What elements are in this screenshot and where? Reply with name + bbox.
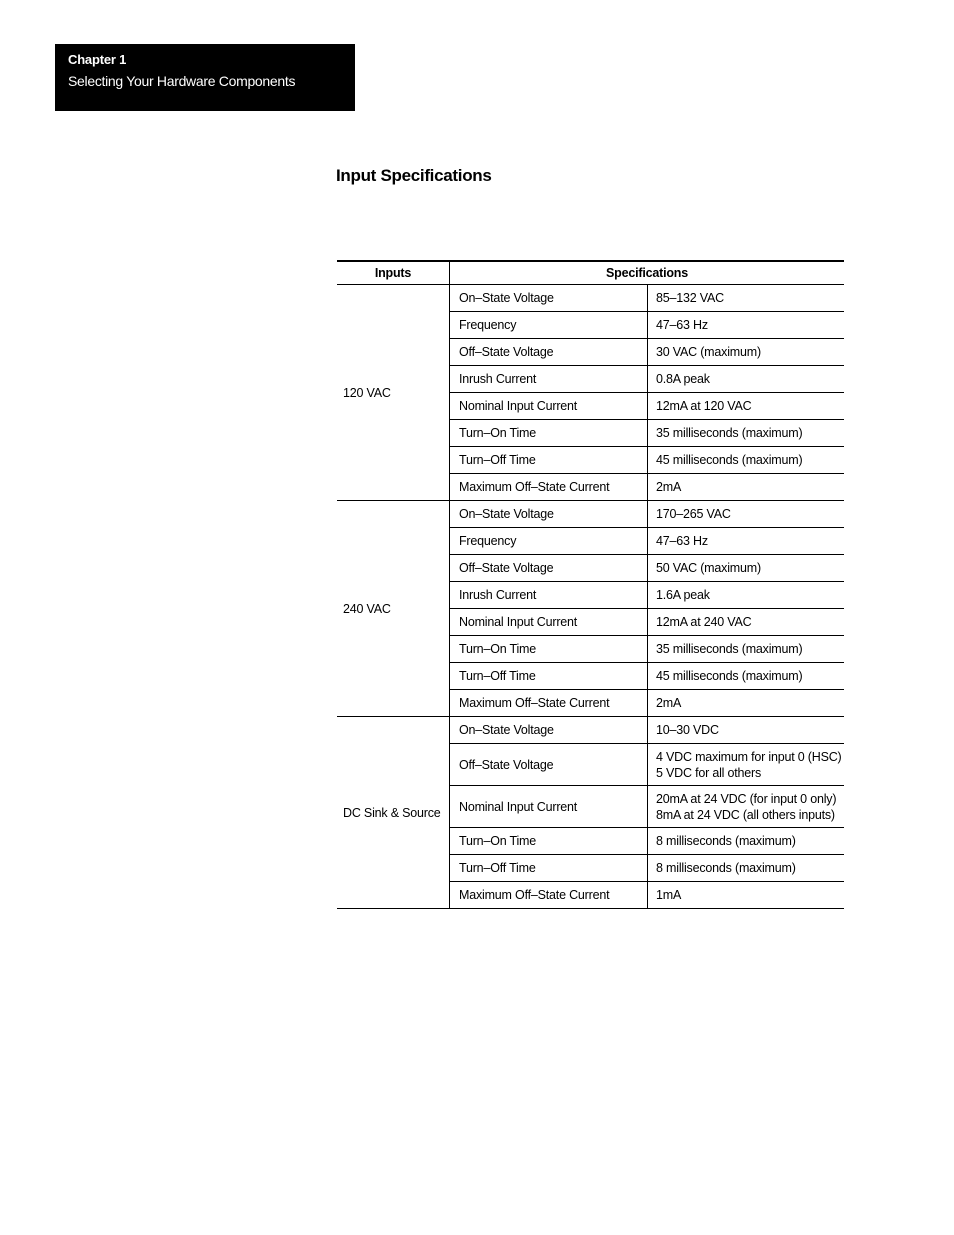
- spec-parameter-cell: Frequency: [450, 312, 648, 339]
- input-type-cell: 120 VAC: [337, 285, 450, 501]
- spec-parameter-cell: On–State Voltage: [450, 501, 648, 528]
- table-row: [337, 501, 844, 528]
- spec-parameter-cell: Maximum Off–State Current: [450, 690, 648, 717]
- table-row: [337, 717, 844, 744]
- spec-value-cell: 47–63 Hz: [648, 312, 845, 339]
- spec-value-line: 4 VDC maximum for input 0 (HSC): [656, 749, 842, 764]
- spec-parameter-cell: Turn–On Time: [450, 420, 648, 447]
- spec-value-cell: 2mA: [648, 690, 845, 717]
- spec-parameter-cell: Turn–On Time: [450, 828, 648, 855]
- input-group: [337, 285, 844, 501]
- spec-value-cell: 12mA at 120 VAC: [648, 393, 845, 420]
- spec-value-cell: 1.6A peak: [648, 582, 845, 609]
- section-title: Input Specifications: [336, 166, 492, 185]
- spec-parameter-cell: Maximum Off–State Current: [450, 882, 648, 909]
- spec-parameter-cell: Off–State Voltage: [450, 744, 648, 786]
- spec-parameter-cell: Nominal Input Current: [450, 609, 648, 636]
- spec-value-cell: [648, 744, 845, 786]
- spec-value-cell: 30 VAC (maximum): [648, 339, 845, 366]
- chapter-title: Selecting Your Hardware Components: [68, 73, 296, 89]
- chapter-header: [55, 44, 355, 111]
- spec-parameter-cell: Turn–Off Time: [450, 447, 648, 474]
- spec-value-cell: 8 milliseconds (maximum): [648, 828, 845, 855]
- spec-value-cell: 85–132 VAC: [648, 285, 845, 312]
- spec-value-cell: 35 milliseconds (maximum): [648, 636, 845, 663]
- spec-value-cell: 45 milliseconds (maximum): [648, 447, 845, 474]
- input-type-cell: 240 VAC: [337, 501, 450, 717]
- spec-parameter-cell: On–State Voltage: [450, 285, 648, 312]
- spec-value-cell: 12mA at 240 VAC: [648, 609, 845, 636]
- header-inputs: Inputs: [337, 261, 450, 285]
- chapter-label: Chapter 1: [68, 52, 127, 67]
- input-group: [337, 501, 844, 717]
- spec-parameter-cell: Frequency: [450, 528, 648, 555]
- spec-value-cell: [648, 786, 845, 828]
- spec-parameter-cell: Turn–Off Time: [450, 855, 648, 882]
- spec-parameter-cell: Off–State Voltage: [450, 555, 648, 582]
- spec-value-cell: 8 milliseconds (maximum): [648, 855, 845, 882]
- spec-parameter-cell: Inrush Current: [450, 366, 648, 393]
- table-header-row: [337, 261, 844, 285]
- spec-value-line: 20mA at 24 VDC (for input 0 only): [656, 791, 837, 806]
- spec-parameter-cell: Nominal Input Current: [450, 393, 648, 420]
- spec-parameter-cell: Inrush Current: [450, 582, 648, 609]
- header-specifications: Specifications: [450, 261, 845, 285]
- spec-value-cell: 1mA: [648, 882, 845, 909]
- spec-value-cell: 2mA: [648, 474, 845, 501]
- spec-value-cell: 170–265 VAC: [648, 501, 845, 528]
- input-type-cell: DC Sink & Source: [337, 717, 450, 909]
- spec-value-line: 8mA at 24 VDC (all others inputs): [656, 807, 835, 822]
- spec-value-cell: 50 VAC (maximum): [648, 555, 845, 582]
- spec-parameter-cell: Turn–Off Time: [450, 663, 648, 690]
- spec-parameter-cell: On–State Voltage: [450, 717, 648, 744]
- spec-value-line: 5 VDC for all others: [656, 765, 762, 780]
- spec-parameter-cell: Turn–On Time: [450, 636, 648, 663]
- spec-parameter-cell: Maximum Off–State Current: [450, 474, 648, 501]
- spec-parameter-cell: Off–State Voltage: [450, 339, 648, 366]
- spec-value-cell: 0.8A peak: [648, 366, 845, 393]
- spec-value-cell: 47–63 Hz: [648, 528, 845, 555]
- table-row: [337, 285, 844, 312]
- spec-value-cell: 10–30 VDC: [648, 717, 845, 744]
- spec-value-cell: 45 milliseconds (maximum): [648, 663, 845, 690]
- input-group: [337, 717, 844, 909]
- spec-value-cell: 35 milliseconds (maximum): [648, 420, 845, 447]
- spec-parameter-cell: Nominal Input Current: [450, 786, 648, 828]
- input-specifications-table: [337, 260, 844, 909]
